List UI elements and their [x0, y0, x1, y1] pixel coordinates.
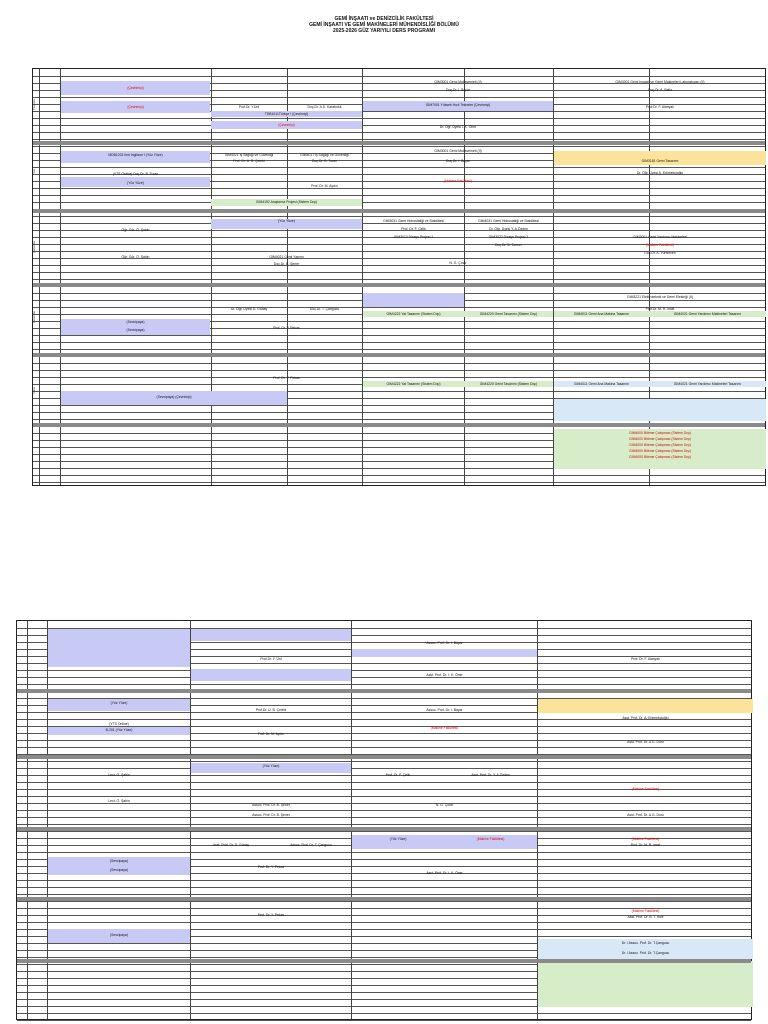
course-gim4021-yapim: GİM4021 Gemi Yapımı: [269, 255, 304, 259]
row-line: [17, 824, 751, 825]
en-note-makine-3: (Makine Fakültesi): [476, 837, 505, 841]
row-line: [33, 279, 765, 280]
course-gim4000-1: GİM4000 Bitirme Çalışması (Sistem Dışı): [629, 431, 691, 435]
course-online-3: (Çevrimiçi): [278, 123, 295, 127]
row-line: [17, 782, 751, 783]
course-gim4021-isg: GİM4021 İş Sağlığı ve Güvenliği: [224, 153, 274, 157]
course-gim3001: GİM3001 Gemi Mukavemeti (II): [434, 80, 482, 84]
en-mode-face-to-face: (Yüz Yüze): [110, 701, 128, 705]
course-gim4021-yard-b: GİM4021 Gemi Yardımcı Makineleri Tasarımı: [673, 382, 742, 386]
course-gim4011-b: GİM4011 Gemi Ana Makina Tasarımı: [573, 382, 630, 386]
course-gim3181: GİM3181 Gemi Tasarımı: [641, 159, 679, 163]
en-note-makine-4: (Makine Fakültesi): [631, 909, 660, 913]
row-line: [33, 146, 765, 147]
row-line: [17, 684, 751, 685]
course-gim7001: GİM7001 Yüksek Hızlı Tekneler (Çevrimiçi): [425, 103, 491, 107]
course-tdb1011: TDB1011Türkçe I (Çevrimiçi): [264, 112, 309, 116]
course-gim4000-2: GİM4000 Bitirme Çalışması (Sistem Dışı): [629, 437, 691, 441]
day-label-tuesday: Salı: [33, 169, 36, 174]
course-gim4222-b: GİM4222 Yat Tasarımı (Sistem Dışı): [386, 382, 441, 386]
department-title: GEMİ İNŞAATI VE GEMİ MAKİNELERİ MÜHENDİSLİĞİ BÖLÜMÜ: [309, 22, 459, 28]
course-gim3001-yard: GİM3001 Gemi Yardımcı Makineleri: [633, 235, 687, 239]
course-gim4220: GİM4220 Gemi Tasarımı (Sistem Dışı): [479, 312, 538, 316]
instructor-insel: Prof.Dr. M. R. İnsel: [645, 307, 675, 311]
course-gim4220-b: GİM4220 Gemi Tasarımı (Sistem Dışı): [479, 382, 538, 386]
course-gim3221: GİM3221 Elektroteknik ve Gemi Elektriği (II): [627, 295, 693, 299]
mode-face-to-face-2: (Yüz Yüze): [278, 219, 295, 223]
en-note-makine-3b: (Makine Fakültesi): [631, 837, 660, 841]
timetable-english: [16, 620, 752, 1020]
row-line: [17, 747, 751, 748]
en-instructor-sener: Assoc. Prof. Dr. B. Şener: [252, 803, 290, 807]
course-mdb1031: MDB1031 İleri İngilizce I (Yüz Yüze): [108, 153, 163, 157]
row-line: [33, 195, 765, 196]
course-gim4031: GİM4031 Gemi Hidrostatiği ve Stabilitesi: [478, 219, 539, 223]
row-line: [33, 370, 765, 371]
en-instructor-bayar: Assoc. Prof. Dr. İ. Bayar: [426, 641, 463, 645]
row-line: [33, 139, 765, 140]
course-gim4021-yard: GİM4021 Gemi Yardımcı Makineleri Tasarımı: [673, 312, 742, 316]
instructor-erkmekcioglu: Dr. Öğr. Üyesi A. Erkmekçioğlu: [636, 171, 684, 175]
row-line: [17, 677, 751, 678]
en-instructor-ince: Asst. Prof. Dr. B. T. İnce: [627, 915, 664, 919]
row-line: [17, 880, 751, 881]
row-line: [17, 901, 751, 902]
row-line: [17, 768, 751, 769]
instructor-cinar: N. G. Çınar: [449, 261, 467, 265]
en-instructor-cangucu-3: Dr. / Assoc. Prof. Dr. T.Çangucu: [621, 951, 670, 955]
row-line: [17, 1013, 751, 1014]
en-mode-sevcipaya-2: (Sevcipaya): [110, 868, 128, 872]
instructor-sahin-2: Öğr. Gör. Ö. Şahin: [121, 255, 150, 259]
instructor-yurtseven: Doç.Dr. A. Yurtseven: [644, 251, 676, 255]
en-instructor-erkmekcioglu: Asst. Prof. Dr. A. Erkmekçioğlu: [622, 716, 669, 720]
row-line: [33, 132, 765, 133]
en-instructor-aydin: Prof. Dr. M. Aydın: [257, 732, 285, 736]
timetable-turkish: [32, 68, 766, 486]
instructor-celebi: Prof. Dr. U. B. Çelebi: [233, 159, 265, 163]
row-line: [33, 216, 765, 217]
course-gim4000-5: GİM4000 Bitirme Çalışması (Sistem Dışı): [629, 455, 691, 459]
en-instructor-oner: Asst. Prof. Dr. İ. K. Öner: [426, 673, 463, 677]
en-instructor-alanyali: Prof. Dr. F. Alanyalı: [631, 657, 660, 661]
row-line: [17, 796, 751, 797]
row-line: [17, 922, 751, 923]
note-makine-fakultesi-2: (Makine Fakültesi): [646, 243, 674, 247]
row-line: [17, 894, 751, 895]
en-instructor-sahin-2: Lect. Ö. Şahin: [108, 799, 130, 803]
instructor-pekas: Prof. Dr. Y. Pekas: [273, 326, 300, 330]
instructor-sahin: Öğr. Gör. Ö. Şahin: [121, 228, 150, 232]
en-instructor-cangucu: Assoc. Prof. Dr. T. Çangucu: [290, 843, 332, 847]
en-instructor-duru: Asst. Prof. Dr. A.G. Duru: [627, 740, 664, 744]
row-line: [33, 482, 765, 483]
day-label-wednesday: Çarşamba: [33, 241, 36, 253]
course-gim4000-3: GİM4000 Bitirme Çalışması (Sistem Dışı): [629, 443, 691, 447]
row-line: [17, 810, 751, 811]
en-instructor-unl: Prof.Dr. Y. Ünl: [260, 657, 282, 661]
en-instructor-ozden: Asst. Prof. Dr. Y. A.Özden: [471, 773, 510, 777]
instructor-balla: Doç.Dr. A. Balla: [648, 88, 672, 92]
instructor-oner: Dr. Öğr. Üyesi İ. K. Öner: [439, 125, 477, 129]
instructor-aydin: Prof. Dr. M. Aydın: [311, 184, 338, 188]
course-gim4001: GİM4001 Gemi İnşaatı ve Gemi Makineleri Laboratuvarı (II): [615, 80, 705, 84]
day-label-thursday: Perşembe: [33, 311, 36, 323]
instructor-tuncer: Doç.Dr. B. Tuncer: [495, 243, 522, 247]
instructor-ozden: Dr. Öğr. Üyesi Y. A.Özden: [489, 227, 528, 231]
row-line: [33, 223, 765, 224]
row-line: [33, 76, 765, 77]
faculty-title: GEMİ İNŞAATI ve DENİZCİLİK FAKÜLTESİ: [334, 16, 434, 22]
en-instructor-pekas-2: Prof. Dr. Y. Pekas: [257, 913, 285, 917]
course-gim3001-b: GİM3001 Gemi Mukavemeti (II): [434, 149, 482, 153]
row-line: [33, 202, 765, 203]
row-line: [33, 349, 765, 350]
row-line: [33, 272, 765, 273]
row-line: [17, 817, 751, 818]
row-line: [33, 363, 765, 364]
course-online-1: (Çevrimiçi): [127, 86, 144, 90]
row-line: [17, 1020, 751, 1021]
row-line: [33, 97, 765, 98]
en-instructor-oner-2: Asst. Prof. Dr. İ. K. Öner: [426, 871, 463, 875]
day-label-friday: Cuma: [33, 387, 36, 394]
course-gim4192: GİM4192 Araştırma Projesi (Sistem Dışı): [255, 200, 318, 204]
en-instructor-celik: Prof. Dr. F. Çelik: [385, 773, 411, 777]
en-instructor-cinar: N. G. Çınar: [435, 803, 454, 807]
en-instructor-gunay: Asst. Prof. Dr. D. Günay: [212, 843, 250, 847]
instructor-bayar: Doç.Dr. İ. Bayar: [446, 88, 470, 92]
instructor-turan: Doç.Dr. B. Turan: [311, 159, 338, 163]
en-room-b201: B-201 (Yüz Yüze): [105, 728, 133, 732]
mode-sevcipaya-online: (Sevcipaya) (Çevrimiçi): [156, 395, 192, 399]
instructor-pekas-2: Prof. Dr. Y. Pekas: [273, 376, 300, 380]
en-instructor-sahin: Lect. Ö. Şahin: [108, 773, 130, 777]
day-label-monday: Pazartesi: [33, 99, 36, 110]
en-mode-sevcipaya-3: (Sevcipaya): [110, 933, 128, 937]
mode-face-to-face-1: (Yüz Yüze): [127, 181, 144, 185]
instructor-cangucu: Doç.Dr. T. Çangucu: [309, 307, 340, 311]
row-line: [33, 265, 765, 266]
en-mode-face-to-face-3: (Yüz Yüze): [389, 837, 407, 841]
row-line: [17, 831, 751, 832]
course-gim4011: GİM4011 Gemi Ana Makina Tasarımı: [573, 312, 630, 316]
row-line: [33, 118, 765, 119]
course-gim4222: GİM4222 Yat Tasarımı (Sistem Dışı): [386, 312, 441, 316]
row-line: [33, 188, 765, 189]
row-line: [17, 852, 751, 853]
instructor-celik: Prof. Dr. F. Çelik: [401, 227, 426, 231]
en-mode-face-to-face-2: (Yüz Yüze): [262, 764, 280, 768]
mode-yts-online: (YTS Online) Doç.Dr. B. Turan: [112, 172, 159, 176]
en-instructor-insel: Prof. Dr. M. R. İnsel: [630, 843, 661, 847]
course-online-2: (Çevrimiçi): [127, 105, 144, 109]
row-line: [17, 670, 751, 671]
en-mode-sevcipaya-1: (Sevcipaya): [110, 859, 128, 863]
semester-title: 2025-2026 GÜZ YARIYILI DERS PROGRAMI: [333, 28, 435, 34]
note-makine-fakultesi: (Makine Fakültesi): [444, 179, 472, 183]
row-line: [33, 475, 765, 476]
mode-sevcipaya-2: (Sevcipaya): [126, 328, 145, 332]
row-line: [33, 335, 765, 336]
instructor-unl: Prof.Dr. Y.Ünl: [238, 105, 260, 109]
course-gim3022: GİM3022 Dizayn Projesi 2: [488, 235, 529, 239]
instructor-alanyali: Prof.Dr. F. Alanyalı: [646, 105, 674, 109]
instructor-bayar-2: Doç.Dr. İ. Bayar: [446, 159, 470, 163]
row-line: [33, 342, 765, 343]
en-instructor-duru-2: Asst. Prof. Dr. A.G. Duru: [627, 813, 664, 817]
en-instructor-bayar-2: Assoc. Prof. Dr. İ. Bayar: [426, 708, 463, 712]
course-gim3013: GİM3013 Dizayn Projesi 1: [393, 235, 434, 239]
instructor-gunay: Dr. Öğr. Üyesi D. Günay: [230, 307, 268, 311]
en-mode-yts-online: (YTS Online): [109, 722, 129, 726]
mode-sevcipaya-1: (Sevcipaya): [126, 320, 145, 324]
row-line: [17, 887, 751, 888]
course-gim4017-isg: GİM4017 İş Sağlığı ve Güvenliği: [300, 153, 349, 157]
en-instructor-celebi: Prof.Dr. U. B. Çelebi: [255, 708, 287, 712]
en-note-makine-2: (Makine Fakültesi): [631, 787, 660, 791]
instructor-sener: Doç.Dr. B. Şener: [273, 262, 300, 266]
en-note-makine: (Makine Fakültesi): [430, 726, 459, 730]
row-line: [17, 761, 751, 762]
course-gim3031: GİM3031 Gemi Hidrostatiği ve Stabilitesi: [383, 219, 444, 223]
row-line: [33, 377, 765, 378]
row-line: [33, 167, 765, 168]
en-instructor-pekas: Prof. Dr. Y. Pekas: [257, 865, 285, 869]
en-instructor-cangucu-2: Dr. / Assoc. Prof. Dr. T.Çangucu: [621, 941, 670, 945]
course-gim4000-4: GİM4000 Bitirme Çalışması (Sistem Dışı): [629, 449, 691, 453]
en-instructor-sener-2: Assoc. Prof. Dr. B. Şener: [252, 813, 290, 817]
instructor-karabulut: Doç.Dr. A.S. Karabulut: [307, 105, 342, 109]
